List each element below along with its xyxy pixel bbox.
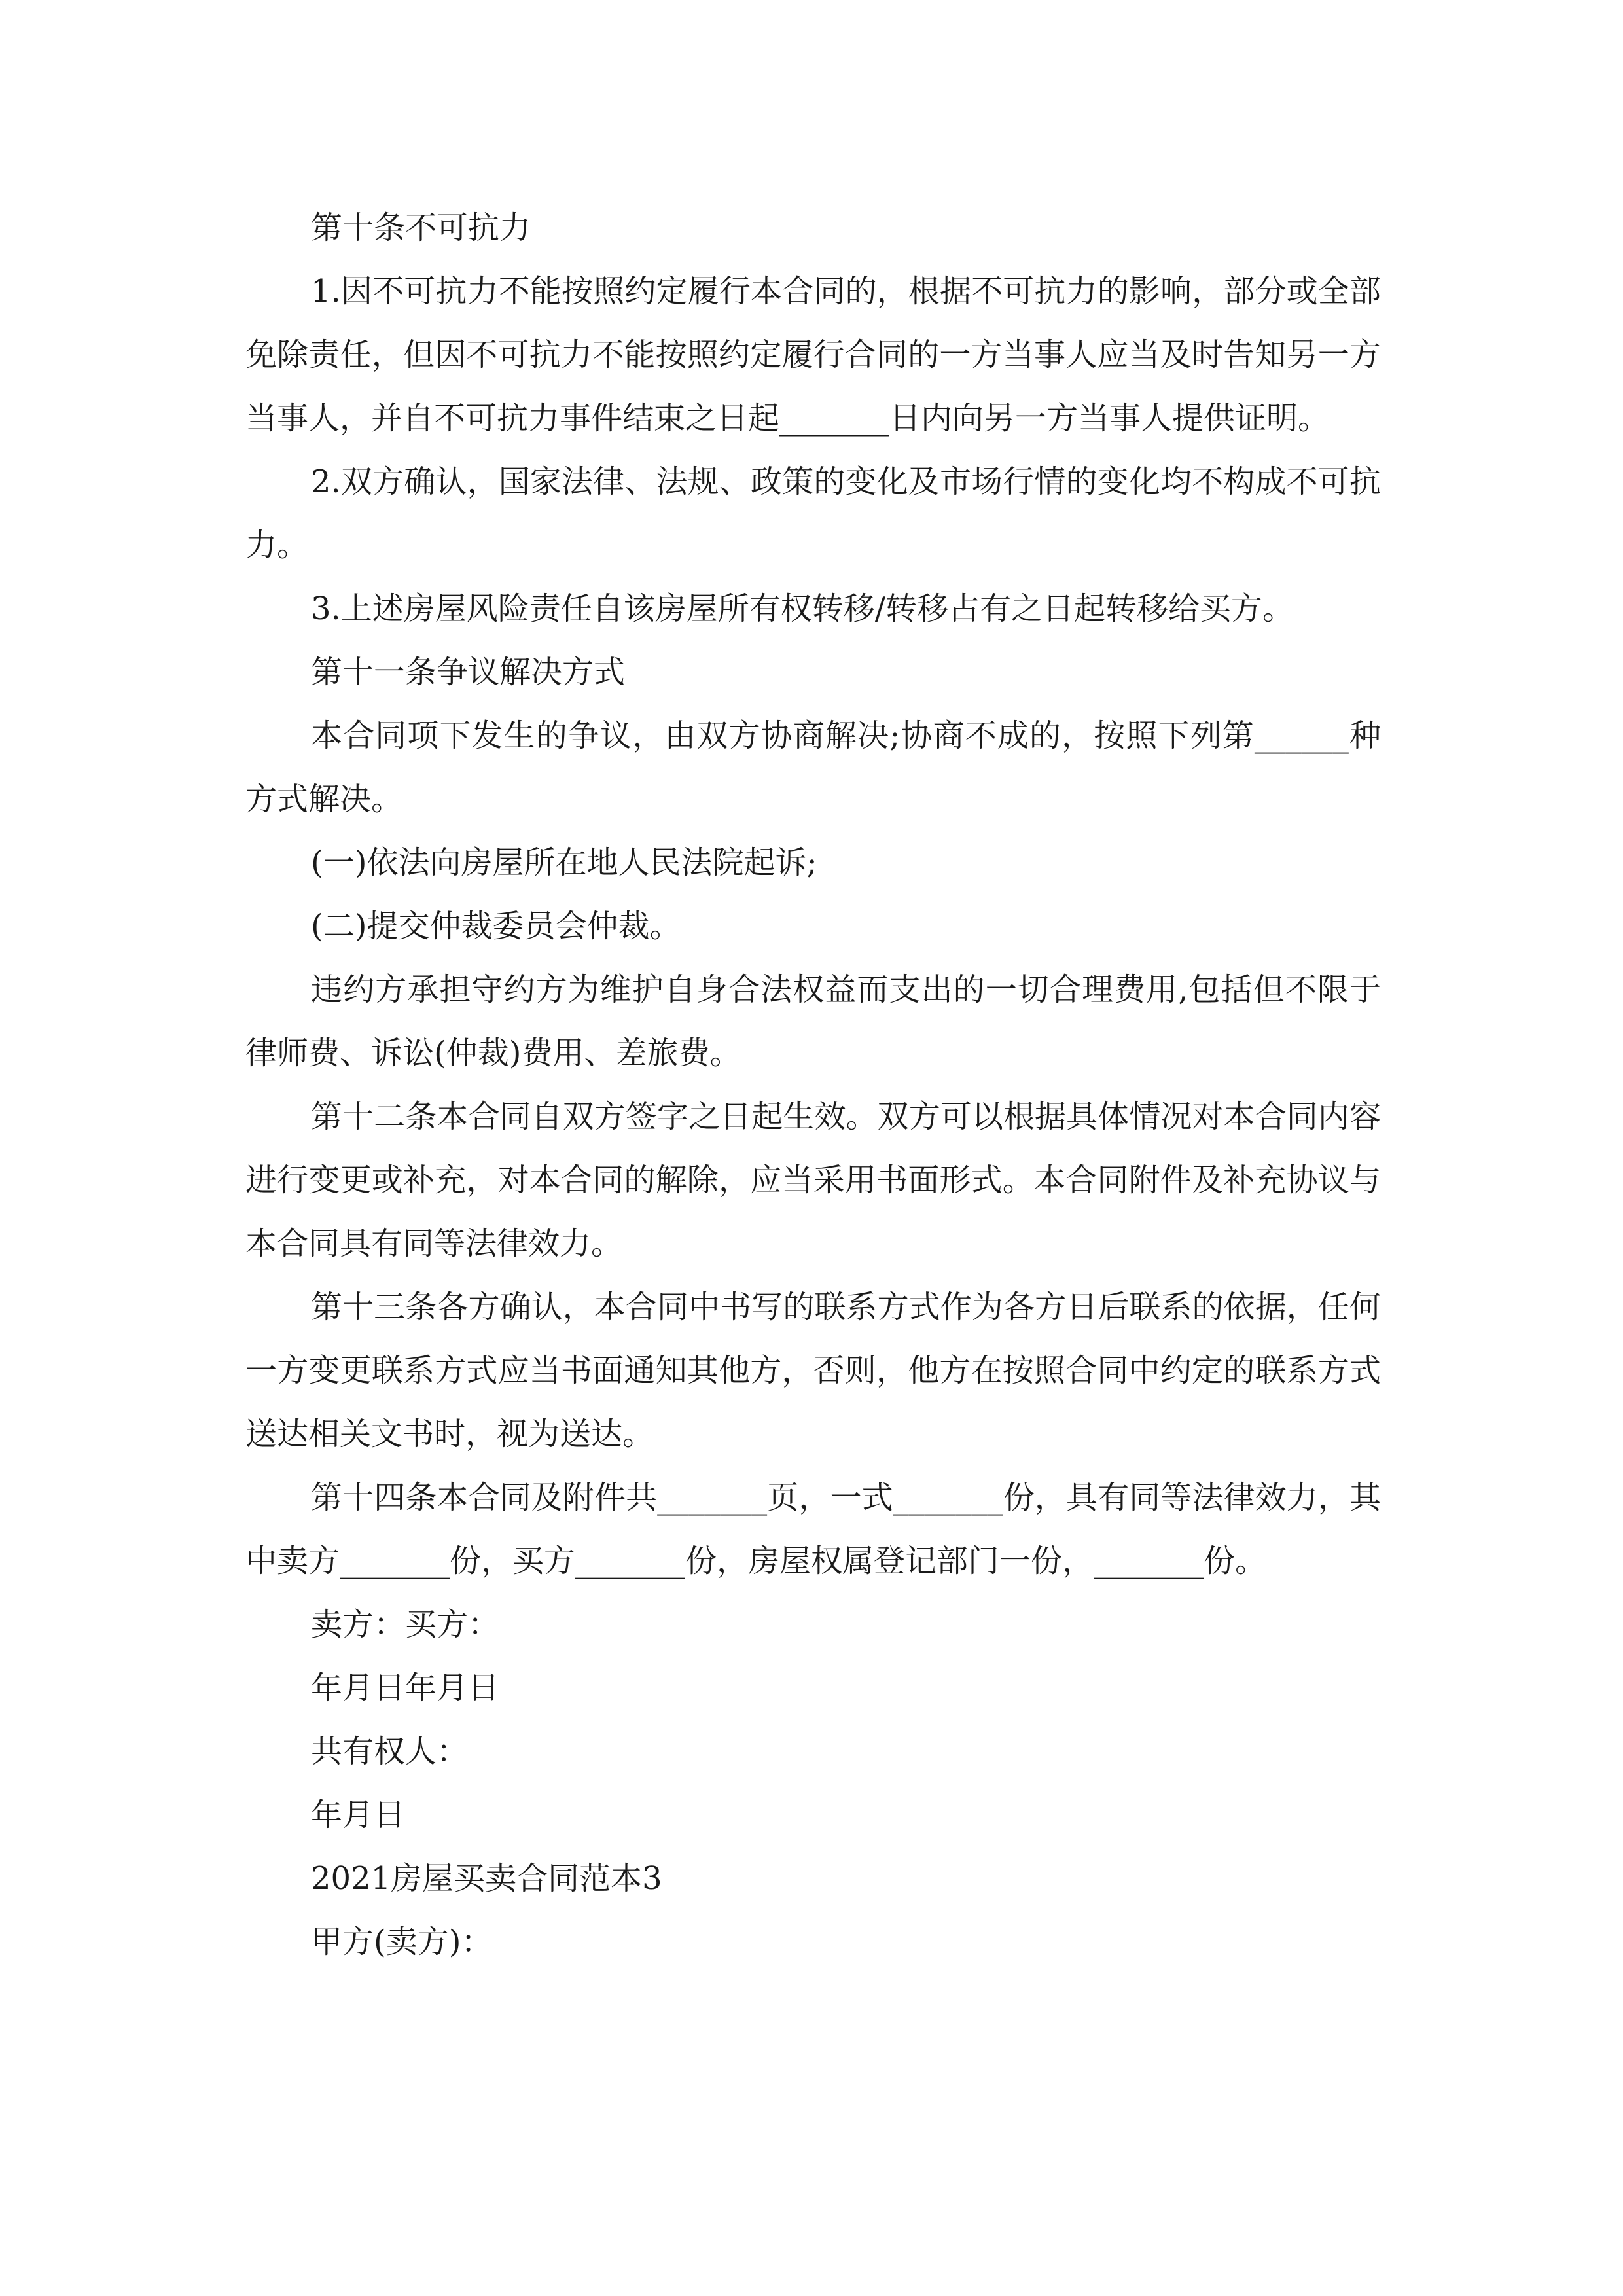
signature-dates-line: 年月日年月日: [311, 1670, 500, 1706]
article-10-clause-2: 2.双方确认，国家法律、法规、政策的变化及市场行情的变化均不构成不可抗力。: [245, 463, 1381, 564]
article-11-option-2: (二)提交仲裁委员会仲裁。: [311, 908, 681, 944]
template-title: 2021房屋买卖合同范本3: [311, 1860, 662, 1897]
article-10-heading: 第十条不可抗力: [311, 209, 531, 246]
document-body: [245, 196, 1381, 1974]
article-14-paragraph: 第十四条本合同及附件共_______页，一式_______份，具有同等法律效力，其中卖方_______份，买方_______份，房屋权属登记部门一份，_______份。: [245, 1479, 1381, 1579]
article-10-clause-1: 1.因不可抗力不能按照约定履行本合同的，根据不可抗力的影响，部分或全部免除责任，但因不可抗力不能按照约定履行合同的一方当事人应当及时告知另一方当事人，并自不可抗力事件结束之日起_______日内向另一方当事人提供证明。: [245, 273, 1381, 437]
breach-costs-paragraph: 违约方承担守约方为维护自身合法权益而支出的一切合理费用,包括但不限于律师费、诉讼(仲裁)费用、差旅费。: [245, 971, 1381, 1071]
co-owner-line: 共有权人：: [311, 1733, 469, 1770]
co-owner-date-line: 年月日: [311, 1797, 406, 1833]
signature-parties-line: 卖方：买方：: [311, 1606, 500, 1643]
article-12-paragraph: 第十二条本合同自双方签字之日起生效。双方可以根据具体情况对本合同内容进行变更或补充，对本合同的解除，应当采用书面形式。本合同附件及补充协议与本合同具有同等法律效力。: [245, 1098, 1381, 1262]
article-10-clause-3: 3.上述房屋风险责任自该房屋所有权转移/转移占有之日起转移给买方。: [311, 590, 1294, 627]
party-a-line: 甲方(卖方)：: [311, 1924, 493, 1960]
article-11-heading: 第十一条争议解决方式: [311, 654, 626, 691]
article-13-paragraph: 第十三条各方确认，本合同中书写的联系方式作为各方日后联系的依据，任何一方变更联系方式应当书面通知其他方，否则，他方在按照合同中约定的联系方式送达相关文书时，视为送达。: [245, 1289, 1381, 1452]
article-11-option-1: (一)依法向房屋所在地人民法院起诉;: [311, 844, 817, 881]
article-11-body: 本合同项下发生的争议，由双方协商解决;协商不成的，按照下列第______种方式解决。: [245, 717, 1381, 817]
